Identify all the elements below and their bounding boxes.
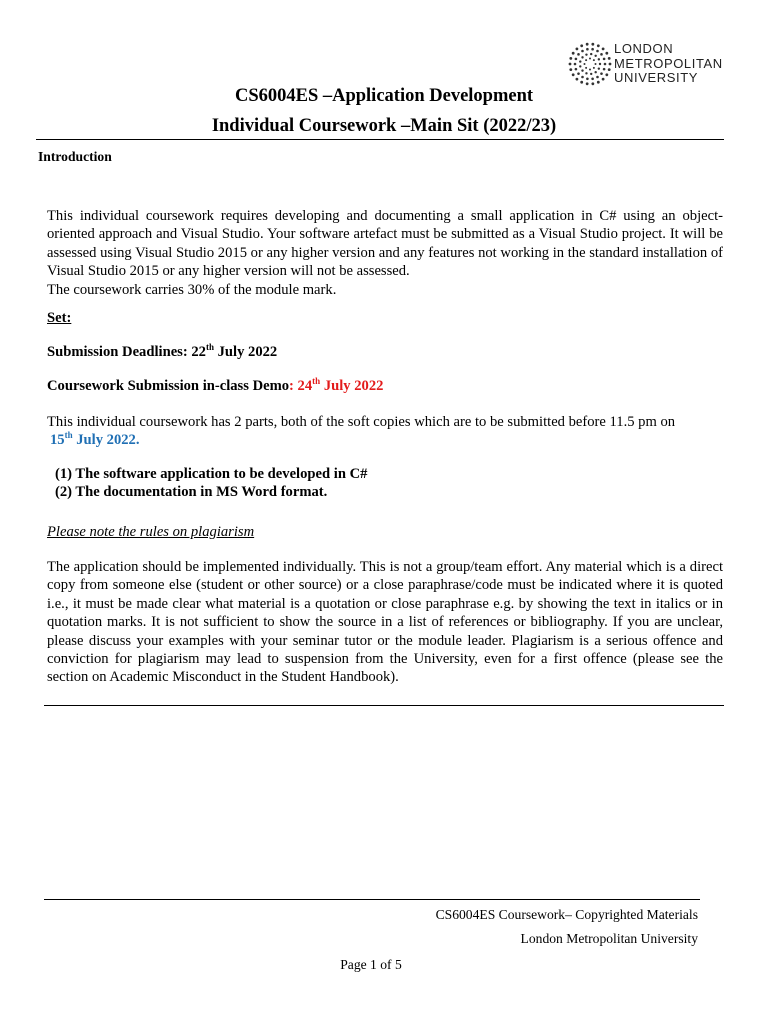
submission-deadline xyxy=(47,344,277,361)
deadline-sup: th xyxy=(205,342,214,353)
section-divider xyxy=(44,705,724,706)
demo-deadline xyxy=(47,378,383,395)
logo-line-3: UNIVERSITY xyxy=(614,70,699,85)
demo-label: Coursework Submission in-class Demo xyxy=(47,378,290,394)
plagiarism-paragraph: The application should be implemented individually. This is not a group/team effort. Any material which is a direct copy from someone else (student or other source) or a close paraphrase/code must be indicated where it is quoted i.e., it must be made clear what material is a quotation or close paraphrase e.g. by showing the text in italics or in quotation marks. It is not sufficient to show the source in a list of references or bibliography. If you are unclear, please discuss your examples with your seminar tutor or the module leader. Plagiarism is a serious offence and conviction for plagiarism may lead to suspension from the University, even for a first offence (please see the section on Academic Misconduct in the Student Handbook). xyxy=(47,559,723,686)
parts-date-sup: th xyxy=(64,430,73,441)
section-heading-set: Set: xyxy=(47,310,72,326)
introduction-text: This individual coursework requires developing and documenting a small application in C# using an object-oriented approach and Visual Studio. Your software artefact must be submitted as a Visual Studio project. It will be assessed using Visual Studio 2015 or any higher version and any features not working in the standard installation of Visual Studio 2015 or any higher version will not be assessed. xyxy=(47,208,723,280)
parts-text: This individual coursework has 2 parts, both of the soft copies which are to be submitted before 11.5 pm on xyxy=(47,414,676,430)
parts-date-day: 15 xyxy=(50,432,65,449)
title-divider xyxy=(36,139,724,140)
university-logo xyxy=(568,42,738,88)
footer-divider xyxy=(44,899,700,900)
logo-line-1: LONDON xyxy=(614,41,674,56)
deadline-label: Submission Deadlines: 22 xyxy=(47,344,206,360)
deadline-date-rest: July 2022 xyxy=(213,344,278,360)
introduction-paragraph xyxy=(47,207,723,299)
parts-list xyxy=(55,465,367,501)
logo-line-2: METROPOLITAN xyxy=(614,55,723,71)
parts-date-rest: July 2022. xyxy=(72,432,140,449)
list-item: (1) The software application to be developed in C# xyxy=(55,466,368,482)
footer-university: London Metropolitan University xyxy=(520,931,698,946)
university-seal-icon xyxy=(568,42,612,86)
demo-date-start: : 24 xyxy=(289,378,313,394)
parts-paragraph xyxy=(47,413,727,450)
module-mark-text: The coursework carries 30% of the module mark. xyxy=(47,281,337,298)
parts-date xyxy=(50,432,140,448)
logo-wordmark xyxy=(614,42,723,86)
document-subtitle: Individual Coursework –Main Sit (2022/23) xyxy=(211,116,557,136)
page-number: Page 1 of 5 xyxy=(340,957,402,972)
list-item: (2) The documentation in MS Word format. xyxy=(55,484,328,500)
demo-sup: th xyxy=(312,376,321,387)
section-heading-introduction: Introduction xyxy=(38,149,112,164)
document-title: CS6004ES –Application Development xyxy=(234,86,534,106)
demo-date-rest: July 2022 xyxy=(320,378,384,394)
footer-copyright: CS6004ES Coursework– Copyrighted Materials xyxy=(435,907,698,922)
plagiarism-heading: Please note the rules on plagiarism xyxy=(47,524,255,540)
